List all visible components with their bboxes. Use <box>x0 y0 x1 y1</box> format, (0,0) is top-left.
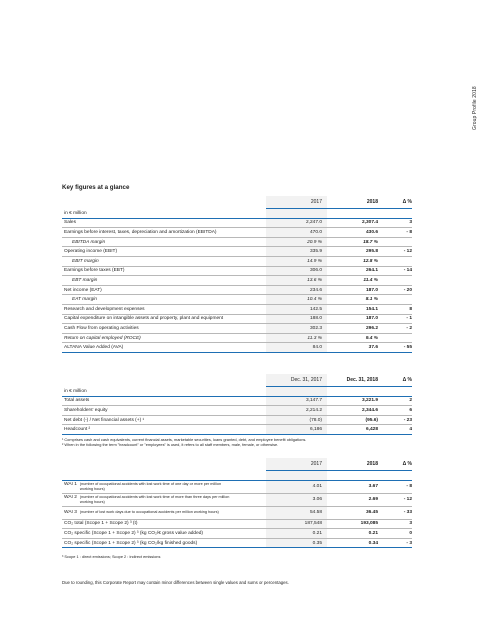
row-label: Earnings before interest, taxes, depreciation and amortization (EBITDA) <box>62 228 266 238</box>
col-header-2018: 2018 <box>327 196 383 209</box>
value-2018: 12.8 % <box>327 256 383 266</box>
value-delta <box>383 276 412 286</box>
value-2017: 13.6 % <box>266 276 327 286</box>
value-2018: 296.2 <box>327 324 383 334</box>
row-label: Earnings before taxes (EBT) <box>62 266 266 276</box>
col-header-delta: Δ % <box>383 458 412 471</box>
row-label: WAI 1 <box>64 482 77 488</box>
table-row <box>62 256 412 266</box>
value-2018: 0.21 <box>327 529 383 539</box>
row-label: CO₂ specific (Scope 1 + Scope 2) ³ (kg CO₂/€ gross value added) <box>64 530 204 536</box>
table-row <box>62 480 412 493</box>
value-delta: - 20 <box>383 285 412 295</box>
value-delta: - 12 <box>383 247 412 257</box>
value-2017: 4.01 <box>266 480 327 493</box>
table-row <box>62 228 412 238</box>
value-2018: 193,085 <box>327 519 383 529</box>
table-row <box>62 247 412 257</box>
table-row <box>62 276 412 286</box>
row-label-cell <box>62 480 266 493</box>
value-delta: 4 <box>383 425 412 435</box>
value-delta: - 12 <box>383 493 412 506</box>
value-2017: 188.0 <box>266 314 327 324</box>
row-note: (number of occupational accidents with lost work time of one day or more per million working hours) <box>79 482 222 491</box>
row-note: (number of lost work days due to occupational accidents per million working hours) <box>79 510 219 515</box>
row-label: EBITDA margin <box>62 237 266 247</box>
value-2018: 37.6 <box>327 343 383 353</box>
value-delta: - 55 <box>383 343 412 353</box>
footnote-3: ³ Scope 1 : direct emissions; Scope 2 : indirect emissions <box>62 554 161 559</box>
value-2018: 3,221.9 <box>327 396 383 406</box>
row-label: Research and development expenses <box>62 304 266 314</box>
value-2017: 335.9 <box>266 247 327 257</box>
value-2017: 10.4 % <box>266 295 327 305</box>
value-2017: 142.5 <box>266 304 327 314</box>
unit-label: in € million <box>62 209 266 219</box>
table-row <box>62 425 412 435</box>
value-2018: 187.0 <box>327 285 383 295</box>
value-2018: 2,307.4 <box>327 218 383 228</box>
value-2017: 3,147.7 <box>266 396 327 406</box>
value-delta: - 1 <box>383 314 412 324</box>
value-delta: 3 <box>383 519 412 529</box>
table-row <box>62 406 412 416</box>
row-label: Net income (EAT) <box>62 285 266 295</box>
value-delta: - 2 <box>383 324 412 334</box>
value-delta <box>383 256 412 266</box>
col-header-2018: 2018 <box>327 458 383 471</box>
value-2018: 0.34 <box>327 538 383 548</box>
value-2017: 54.58 <box>266 506 327 519</box>
footnote-2: ² When in the following the term "headcount" or "employees" is used, it refers to all staff members, male, female, or otherwise. <box>62 442 279 447</box>
value-2018: 6,428 <box>327 425 383 435</box>
side-label: Group Profile 2018 <box>472 86 478 130</box>
value-delta: - 33 <box>383 506 412 519</box>
table-row <box>62 295 412 305</box>
row-label: Return on capital employed (ROCE) <box>62 333 266 343</box>
table-row <box>62 333 412 343</box>
value-2017: 84.0 <box>266 343 327 353</box>
row-label: WAI 3 <box>64 510 77 516</box>
value-2017: 0.21 <box>266 529 327 539</box>
row-label: Operating income (EBIT) <box>62 247 266 257</box>
value-2017: 11.3 % <box>266 333 327 343</box>
table-row <box>62 218 412 228</box>
row-label: ALTANA Value Added (AVA) <box>62 343 266 353</box>
table-row <box>62 266 412 276</box>
table-row <box>62 285 412 295</box>
value-delta: - 8 <box>383 228 412 238</box>
value-2017: 306.0 <box>266 266 327 276</box>
value-2017: 302.3 <box>266 324 327 334</box>
row-label-cell <box>62 506 266 519</box>
value-2018: 18.7 % <box>327 237 383 247</box>
row-label: EBIT margin <box>62 256 266 266</box>
row-label: EAT margin <box>62 295 266 305</box>
row-note: (number of occupational accidents with lost work time of more than three days per million working hours) <box>79 495 230 504</box>
row-label: Net debt (-) / Net financial assets (+) ¹ <box>62 415 266 425</box>
table-row <box>62 314 412 324</box>
value-2017: 2,247.0 <box>266 218 327 228</box>
footnote-1: ¹ Comprises cash and cash equivalents, current financial assets, marketable securities, loans granted, debt, and employee benefit obligations. <box>62 437 307 442</box>
row-label-cell <box>62 493 266 506</box>
row-label: Shareholders' equity <box>62 406 266 416</box>
value-2018: (95.6) <box>327 415 383 425</box>
value-2017: 14.9 % <box>266 256 327 266</box>
value-2018: 295.8 <box>327 247 383 257</box>
value-delta <box>383 295 412 305</box>
col-header-2017: Dec. 31, 2017 <box>266 374 327 387</box>
table-row <box>62 304 412 314</box>
table-row <box>62 396 412 406</box>
table-row <box>62 529 412 539</box>
unit-label: in € million <box>62 387 266 397</box>
value-delta: 6 <box>383 406 412 416</box>
value-2018: 430.6 <box>327 228 383 238</box>
value-delta: 2 <box>383 396 412 406</box>
row-label: WAI 2 <box>64 495 77 501</box>
row-label: CO₂ total (Scope 1 + Scope 2) ³ (t) <box>64 521 138 527</box>
value-delta: - 8 <box>383 480 412 493</box>
balance-table <box>62 374 412 435</box>
value-2017: 3.06 <box>266 493 327 506</box>
table-row <box>62 538 412 548</box>
table-row <box>62 519 412 529</box>
row-label: EBT margin <box>62 276 266 286</box>
table-row <box>62 237 412 247</box>
col-header-delta: Δ % <box>383 374 412 387</box>
rounding-note: Due to rounding, this Corporate Report may contain minor differences between single values and sums or percentages. <box>62 580 289 585</box>
value-2018: 9.4 % <box>327 333 383 343</box>
value-2018: 154.1 <box>327 304 383 314</box>
row-label-cell <box>62 538 266 548</box>
value-delta: - 23 <box>383 415 412 425</box>
value-2017: 6,186 <box>266 425 327 435</box>
row-label-cell <box>62 529 266 539</box>
row-label: Headcount ² <box>62 425 266 435</box>
value-2018: 2,344.6 <box>327 406 383 416</box>
table-row <box>62 493 412 506</box>
value-2018: 3.67 <box>327 480 383 493</box>
value-delta: 3 <box>383 218 412 228</box>
value-2017: 187,548 <box>266 519 327 529</box>
row-label: Sales <box>62 218 266 228</box>
value-2017: 470.0 <box>266 228 327 238</box>
row-label: Capital expenditure on intangible assets and property, plant and equipment <box>62 314 266 324</box>
row-label-cell <box>62 519 266 529</box>
value-2018: 36.45 <box>327 506 383 519</box>
value-delta: - 3 <box>383 538 412 548</box>
table-row <box>62 324 412 334</box>
value-2018: 11.4 % <box>327 276 383 286</box>
key-figures-table <box>62 196 412 353</box>
col-header-delta: Δ % <box>383 196 412 209</box>
value-2018: 8.1 % <box>327 295 383 305</box>
value-2017: (78.0) <box>266 415 327 425</box>
col-header-2017: 2017 <box>266 458 327 471</box>
table-row <box>62 506 412 519</box>
col-header-2018: Dec. 31, 2018 <box>327 374 383 387</box>
sustainability-table <box>62 458 412 548</box>
value-delta <box>383 237 412 247</box>
value-2017: 20.9 % <box>266 237 327 247</box>
col-header-2017: 2017 <box>266 196 327 209</box>
table-row <box>62 415 412 425</box>
value-2018: 187.0 <box>327 314 383 324</box>
page-heading: Key figures at a glance <box>62 184 130 191</box>
value-2017: 234.6 <box>266 285 327 295</box>
value-delta <box>383 333 412 343</box>
value-2018: 2.69 <box>327 493 383 506</box>
value-delta: 0 <box>383 529 412 539</box>
table-row <box>62 343 412 353</box>
value-2018: 264.1 <box>327 266 383 276</box>
value-delta: 8 <box>383 304 412 314</box>
value-2017: 2,214.2 <box>266 406 327 416</box>
row-label: CO₂ specific (Scope 1 + Scope 2) ³ (kg CO₂/kg finished goods) <box>64 540 198 546</box>
row-label: Cash Flow from operating activities <box>62 324 266 334</box>
row-label: Total assets <box>62 396 266 406</box>
value-delta: - 14 <box>383 266 412 276</box>
value-2017: 0.35 <box>266 538 327 548</box>
